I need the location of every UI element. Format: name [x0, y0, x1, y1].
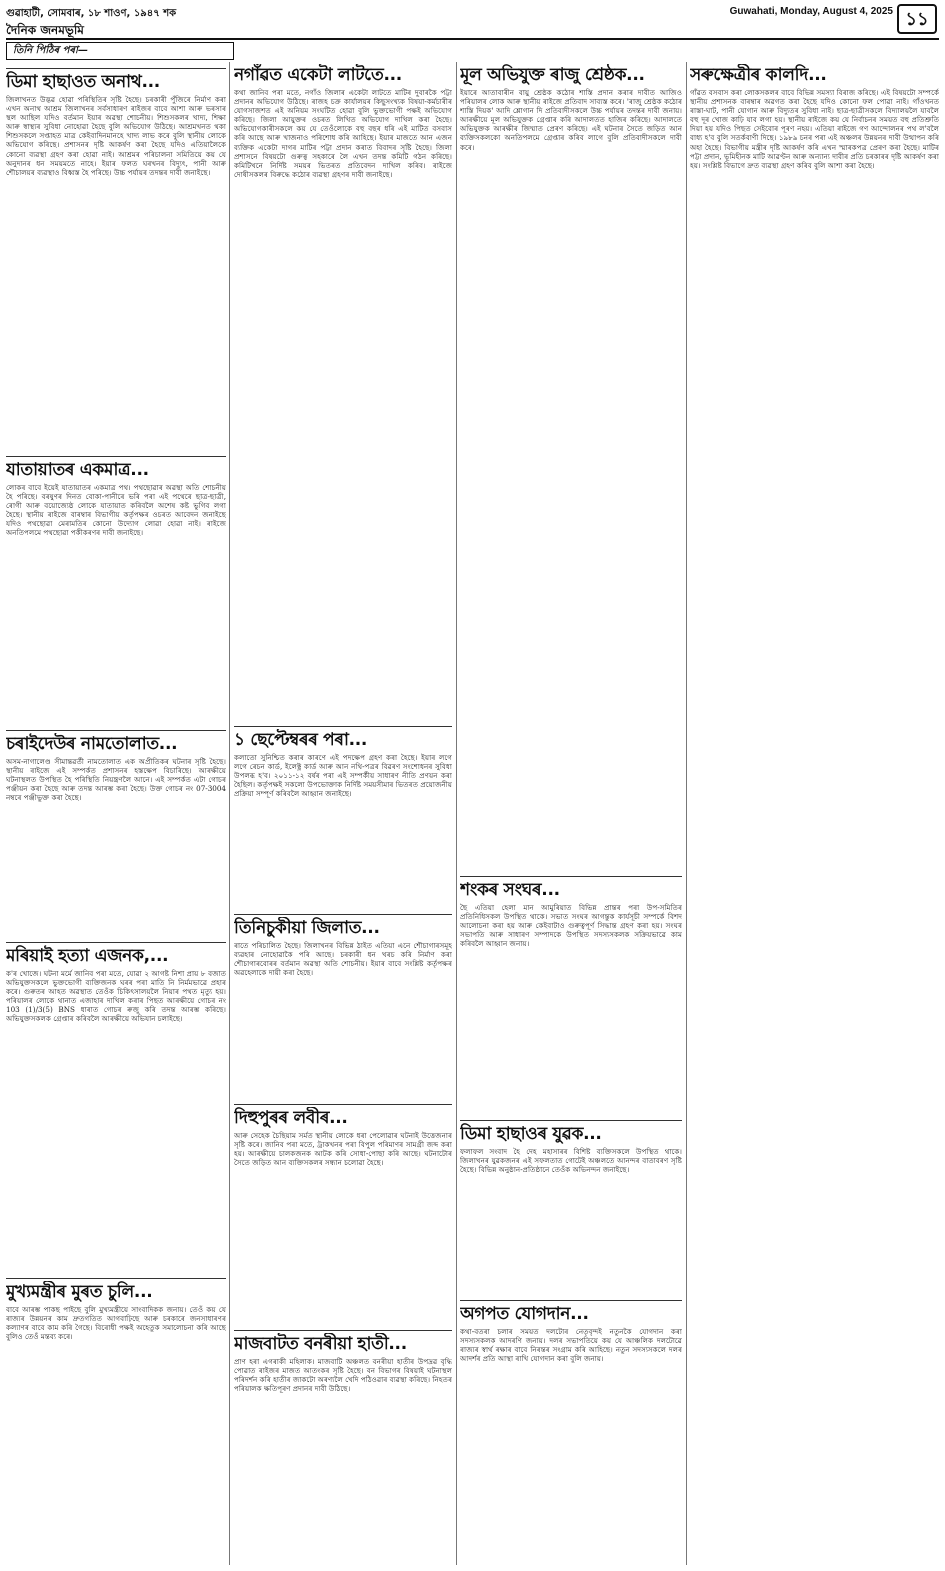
column-divider [686, 62, 687, 1565]
masthead-rule [6, 38, 939, 40]
article-body: ফলাফল সংবাদ হৈ দেহ মহাসাৰৰ বিশিষ্ট ব্যক্তিসকলে উপস্থিত থাকে। জিলাখনৰ যুৱকজনৰ এই সফলতাত গোটেই অঞ্চলতে আনন্দৰ বাতাবৰণ সৃষ্টি হৈছে। বিভিন্ন অনুষ্ঠান-প্ৰতিষ্ঠানে তেওঁক অভিনন্দন জনাইছে। [460, 1147, 682, 1175]
article-body: বাবে আৰম্ভ পাকছ পাইছে বুলি মুখ্যমন্ত্ৰীয়ে সাংবাদিকক জনায়। তেওঁ কয় যে ৰাজ্যৰ উন্নয়নৰ কাম দ্ৰুতগতিত আগবাঢ়িছে আৰু চৰকাৰে জনসাধাৰণৰ কল্যাণৰ বাবে কাম কৰি গৈছে। বিৰোধী পক্ষই অহেতুক সমালোচনা কৰি আছে বুলিও তেওঁ মন্তব্য কৰে। [6, 1305, 226, 1342]
article-transport [6, 456, 226, 729]
article-chief-minister [6, 1278, 226, 1565]
article-headline: মাজবাটত বনৰীয়া হাতী... [234, 1334, 407, 1354]
article-dima-orphanage [6, 68, 226, 453]
article-murder [6, 942, 226, 1275]
column-2 [234, 62, 452, 1565]
article-body: ইয়াৰে আতাবাৰীন বায়ু শ্ৰেষ্ঠক কঠোৰ শাস্তি প্ৰদান কৰাৰ দাবীত আজিও পৰিয়ালৰ লোক আৰু স্থানীয় ৰাইজে প্ৰতিবাদ সাব্যস্ত কৰে। 'ৰাজু শ্ৰেষ্ঠক কঠোৰ শাস্তি দিয়ক' আদি শ্লোগান দি প্ৰতিবাদীসকলে উচ্চ পৰ্যায়ৰ তদন্তৰ দাবী জনায়। আৰক্ষীয়ে মূল অভিযুক্তক গ্ৰেপ্তাৰ কৰি আদালতত হাজিৰ কৰিছে। আদালতে অভিযুক্তক আৰক্ষীৰ জিম্মাত প্ৰেৰণ কৰিছে। এই ঘটনাৰ সৈতে জড়িত আন ব্যক্তিসকলকো অনতিপলমে গ্ৰেপ্তাৰ কৰিব লাগে বুলি প্ৰতিবাদীসকলে দাবী কৰে। [460, 88, 682, 152]
article-body: ছৈ এতিয়া হেলা মান আমুৰিয়াত বিভিন্ন প্ৰান্তৰ পৰা উপ-সমিতিৰ প্ৰতিনিধিসকল উপস্থিত থাকে। সভাত সংঘৰ আগন্তুক কাৰ্যসূচী সম্পৰ্কে বিশদ আলোচনা কৰা হয় আৰু কেইবাটাও গুৰুত্বপূৰ্ণ সিদ্ধান্ত গ্ৰহণ কৰা হয়। সংঘৰ সভাপতি আৰু সাধাৰণ সম্পাদকে উপস্থিত সদস্যসকলক সক্ৰিয়ভাৱে কাম কৰিবলৈ আহ্বান জনায়। [460, 903, 682, 949]
article-tinsukia [234, 914, 452, 1103]
column-4 [690, 62, 939, 1565]
article-raju-shrestha [460, 62, 682, 872]
article-dima-youth [460, 1120, 682, 1299]
article-body: ক'ৰ খোজে। ঘটনা মৰ্মে জানিব পৰা মতে, যোৱা ২ আগষ্ট নিশা প্ৰায় ৮ বজাত অভিযুক্তসকলে ভুক্তভোগী ব্যক্তিজনক ঘৰৰ পৰা মাতি নি নিৰ্মমভাৱে প্ৰহাৰ কৰে। গুৰুতৰ আহত অৱস্থাত তেওঁক চিকিৎসালয়লৈ নিয়াৰ পথত মৃত্যু হয়। পৰিয়ালৰ লোকে থানাত এজাহাৰ দাখিল কৰাৰ পিছত আৰক্ষীয়ে গোচৰ নং 103 (1)/3(5) BNS ধাৰাত গোচৰ ৰুজু কৰি তদন্ত আৰম্ভ কৰিছে। অভিযুক্তসকলক গ্ৰেপ্তাৰ কৰিবলৈ আৰক্ষীয়ে অভিযান চলাইছে। [6, 969, 226, 1024]
column-divider [456, 62, 457, 1565]
article-body: প্ৰাণ হৰা এগৰাকী মহিলাক। মাজবাটি অঞ্চলত বনৰীয়া হাতীৰ উপদ্ৰৱ বৃদ্ধি পোৱাত ৰাইজৰ মাজত আতংকৰ সৃষ্টি হৈছে। বন বিভাগৰ বিষয়াই ঘটনাস্থল পৰিদৰ্শন কৰি হাতীৰ জাকটো অৰণ্যলৈ খেদি পঠিওৱাৰ ব্যৱস্থা কৰিছে। নিহতৰ পৰিয়ালক ক্ষতিপূৰণ প্ৰদানৰ দাবী উঠিছে। [234, 1357, 452, 1394]
column-1 [6, 62, 226, 1565]
article-dihupur [234, 1104, 452, 1329]
article-charaideo [6, 730, 226, 943]
article-headline: ১ ছেপ্টেম্বৰৰ পৰা... [234, 730, 368, 750]
article-sarukshetri [690, 62, 939, 1564]
article-headline: ডিমা হাছাওত অনাথ... [6, 72, 160, 92]
article-shankar-sangha [460, 876, 682, 1117]
article-wild-elephant [234, 1330, 452, 1565]
article-body: জিলাখনত উদ্ভৱ হোৱা পৰিস্থিতিৰ সৃষ্টি হৈছে। চৰকাৰী পুঁজিৰে নিৰ্মাণ কৰা এখন অনাথ আশ্ৰম জিলাখনৰ সৰ্বসাধাৰণ ৰাইজৰ বাবে আশা আৰু ভৰসাৰ স্থল আছিল যদিও বৰ্তমান ইয়াৰ অৱস্থা শোচনীয়। শিশুসকলৰ খাদ্য, শিক্ষা আৰু স্বাস্থ্যৰ সুবিধা নোহোৱা হৈছে বুলি অভিযোগ উঠিছে। আশ্ৰমখনত থকা শিশুসকলে সপ্তাহত মাত্ৰ কেইবাদিনমানহে খাদ্য লাভ কৰে বুলি স্থানীয় লোকে অভিযোগ কৰিছে। প্ৰশাসনৰ দৃষ্টি আকৰ্ষণ কৰা হৈছে যদিও এতিয়ালৈকে কোনো ব্যৱস্থা গ্ৰহণ কৰা হোৱা নাই। আশ্ৰমৰ পৰিচালনা সমিতিয়ে কয় যে অনুদানৰ ধন সময়মতে নাহে। ইয়াৰ ফলত ঘৰখনৰ বিদ্যুৎ, পানী আৰু শৌচালয়ৰ ব্যৱস্থাও বিধ্বস্ত হৈ পৰিছে। উচ্চ পৰ্যায়ৰ তদন্তৰ দাবী জনাইছে। [6, 95, 226, 177]
section-label: তিনি পিঠিৰ পৰা— [6, 42, 234, 60]
brand-name: দৈনিক জনমভূমি [6, 23, 84, 37]
article-headline: ডিমা হাছাওৰ যুৱক... [460, 1124, 602, 1144]
article-headline: মূল অভিযুক্ত ৰাজু শ্ৰেষ্ঠক... [460, 65, 645, 85]
article-headline: সৰুক্ষেত্ৰীৰ কালদি... [690, 65, 827, 85]
article-headline: শংকৰ সংঘৰ... [460, 880, 560, 900]
article-body: লোকৰ বাবে ইয়েই যাতায়াতৰ একমাত্ৰ পথ। পথছোৱাৰ অৱস্থা অতি শোচনীয় হৈ পৰিছে। বৰষুণৰ দিনত বোকা-পানীৰে ভৰি পৰা এই পথেৰে ছাত্ৰ-ছাত্ৰী, ৰোগী আৰু বয়োজ্যেষ্ঠ লোকে যাতায়াত কৰিবলৈ অশেষ কষ্ট ভুগিব লগা হৈছে। স্থানীয় ৰাইজে বাৰম্বাৰ বিভাগীয় কৰ্তৃপক্ষৰ ওচৰত আবেদন জনাইছে যদিও পথছোৱা মেৰামতিৰ কোনো উদ্যোগ লোৱা হোৱা নাই। ৰাইজে অনতিপলমে পথছোৱা পকীকৰণৰ দাবী জনাইছে। [6, 483, 226, 538]
article-body: আৰু সেহেক চৈছিয়াম সৰ্মত স্থানীয় লোকে ধৰা পেলোৱাৰ ঘটনাই উত্তেজনাৰ সৃষ্টি কৰে। জানিব পৰা মতে, ট্ৰাকখনৰ পৰা বিপুল পৰিমাণৰ সামগ্ৰী জব্দ কৰা হয়। আৰক্ষীয়ে চালকজনক আটক কৰি সোধা-পোছা কৰি আছে। ঘটনাটোৰ সৈতে জড়িত আন ব্যক্তিসকলৰ সন্ধান চলোৱা হৈছে। [234, 1131, 452, 1168]
article-headline: তিনিচুকীয়া জিলাত... [234, 918, 380, 938]
date-english: Guwahati, Monday, August 4, 2025 [729, 6, 893, 17]
article-body: কথা-বতৰা চলাৰ সময়ত দলটোৰ নেতৃবৃন্দই নতুনকৈ যোগদান কৰা সদস্যসকলক আদৰণি জনায়। দলৰ সভাপতিয়ে কয় যে আঞ্চলিক দলটোৱে ৰাজ্যৰ স্বাৰ্থ ৰক্ষাৰ বাবে নিৰন্তৰ সংগ্ৰাম কৰি আহিছে। নতুন সদস্যসকলে দলৰ আদৰ্শৰ প্ৰতি আস্থা ৰাখি যোগদান কৰা বুলি জনায়। [460, 1327, 682, 1364]
article-september [234, 726, 452, 913]
article-nagaon-land [234, 62, 452, 724]
article-headline: চৰাইদেউৰ নামতোলাত... [6, 734, 178, 754]
article-body: ৰাতে পৰিচালিত হৈছে। জিলাখনৰ বিভিন্ন ঠাইত এতিয়া এনে শৌচাগাৰসমূহ ব্যৱহাৰ নোহোৱাকৈ পৰি আছে। চৰকাৰী ধন খৰচ কৰি নিৰ্মাণ কৰা শৌচাগাৰবোৰৰ বৰ্তমান অৱস্থা অতি শোচনীয়। ইয়াৰ বাবে সংশ্লিষ্ট কৰ্তৃপক্ষৰ অৱহেলাকে দায়ী কৰা হৈছে। [234, 941, 452, 978]
page-number: ১১ [897, 4, 937, 34]
column-divider [229, 62, 230, 1565]
article-body: কথা জানিব পৰা মতে, নগাঁও জিলাৰ একেটা লাটতে মাটিৰ দুবাৰকৈ পট্টা প্ৰদানৰ অভিযোগ উঠিছে। ৰাজহ চক্ৰ কাৰ্যালয়ৰ কিছুসংখ্যক বিষয়া-কৰ্মচাৰীৰ যোগসাজশত এই অনিয়ম সংঘটিত হোৱা বুলি ভুক্তভোগী পক্ষই অভিযোগ কৰিছে। জিলা আয়ুক্তৰ ওচৰত লিখিত অভিযোগ দাখিল কৰা হৈছে। অভিযোগকাৰীসকলে কয় যে তেওঁলোকে বহু বছৰ ধৰি এই মাটিত বসবাস কৰি আছে আৰু খাজনাও পৰিশোধ কৰি আহিছে। ইয়াৰ মাজতে আন এজন ব্যক্তিক একেটা দাগৰ মাটিৰ পট্টা প্ৰদান কৰাত বিবাদৰ সৃষ্টি হৈছে। জিলা প্ৰশাসনে বিষয়টো গুৰুত্ব সহকাৰে লৈ এখন তদন্ত কমিটি গঠন কৰিছে। কমিটিখনে নিৰ্দিষ্ট সময়ৰ ভিতৰত প্ৰতিবেদন দাখিল কৰিব। ৰাইজে দোষীসকলৰ বিৰুদ্ধে কঠোৰ ব্যৱস্থা গ্ৰহণৰ দাবী জনাইছে। [234, 88, 452, 179]
column-3 [460, 62, 682, 1565]
article-headline: যাতায়াতৰ একমাত্ৰ... [6, 460, 149, 480]
article-headline: অগপত যোগদান... [460, 1304, 589, 1324]
article-headline: মৰিয়াই হত্যা এজনক,... [6, 946, 169, 966]
article-headline: মুখ্যমন্ত্ৰীৰ মুৰত চুলি... [6, 1282, 153, 1302]
article-headline: নগাঁৱত একেটা লাটতে... [234, 65, 402, 85]
date-assamese: গুৱাহাটী, সোমবাৰ, ১৮ শাওণ, ১৯৪৭ শক [6, 8, 177, 19]
article-body: কলাতো সুনিশ্চিত কৰাৰ কাৰণে এই পদক্ষেপ গ্ৰহণ কৰা হৈছে। ইয়াৰ লগে লগে ৰেচন কাৰ্ড, ইলেক্ট্ৰ কাৰ্ড আৰু আন নথি-পত্ৰৰ বিৱৰণ সংশোধনৰ সুবিধা উপলব্ধ হ'ব। ২০১১-১২ বৰ্ষৰ পৰা এই সম্পৰ্কীয় সাধাৰণ নীতি প্ৰণয়ন কৰা হৈছিল। কৰ্তৃপক্ষই সকলো উপভোক্তাক নিৰ্দিষ্ট সময়সীমাৰ ভিতৰত প্ৰয়োজনীয় প্ৰক্ৰিয়া সম্পূৰ্ণ কৰিবলৈ আহ্বান জনাইছে। [234, 753, 452, 799]
article-headline: দিহুপুৰৰ লবীৰ... [234, 1108, 348, 1128]
article-body: গাঁৱত বসবাস কৰা লোকসকলৰ বাবে বিভিন্ন সমস্যা বিৰাজ কৰিছে। এই বিষয়টো সম্পৰ্কে স্থানীয় প্ৰশাসনক বাৰম্বাৰ অৱগত কৰা হৈছে যদিও কোনো ফল পোৱা নাই। গাঁওখনত ৰাস্তা-ঘাট, পানী যোগান আৰু বিদ্যুতৰ সুবিধা নাই। ছাত্ৰ-ছাত্ৰীসকলে বিদ্যালয়লৈ যাবলৈ বহু দূৰ খোজ কাঢ়ি যাব লগা হয়। স্থানীয় ৰাইজে কয় যে নিৰ্বাচনৰ সময়ত বহু প্ৰতিশ্ৰুতি দিয়া হয় যদিও পিছত সেইবোৰ পূৰণ নহয়। এতিয়া ৰাইজে গণ আন্দোলনৰ পথ ল'বলৈ বাধ্য হ'ব বুলি সতৰ্কবাণী দিছে। ১৯৮৯ চনৰ পৰা এই অঞ্চলৰ উন্নয়নৰ দাবী উত্থাপন কৰি অহা হৈছে। বিভাগীয় মন্ত্ৰীৰ দৃষ্টি আকৰ্ষণ কৰি এখন স্মাৰকপত্ৰ প্ৰেৰণ কৰা হৈছে। মাটিৰ পট্টা প্ৰদান, ভূমিহীনক মাটি আৱণ্টন আৰু অন্যান্য দাবীৰ প্ৰতি চৰকাৰৰ দৃষ্টি আকৰ্ষণ কৰা হয়। সংশ্লিষ্ট বিভাগে দ্ৰুত ব্যৱস্থা গ্ৰহণ কৰিব বুলি আশা কৰা হৈছে। [690, 88, 939, 170]
article-agp-joining [460, 1300, 682, 1565]
article-body: অসম-নাগালেণ্ড সীমান্তৱৰ্তী নামতোলাত এক অপ্ৰীতিকৰ ঘটনাৰ সৃষ্টি হৈছে। স্থানীয় ৰাইজে এই সম্পৰ্কত প্ৰশাসনৰ হস্তক্ষেপ বিচাৰিছে। আৰক্ষীয়ে ঘটনাস্থলত উপস্থিত হৈ পৰিস্থিতি নিয়ন্ত্ৰণলৈ আনে। এই সম্পৰ্কত এটা গোচৰ পঞ্জীয়ন কৰা হৈছে আৰু তদন্ত আৰম্ভ কৰা হৈছে। উক্ত গোচৰ নং 07-3004 নম্বৰে পঞ্জীভুক্ত কৰা হৈছে। [6, 757, 226, 803]
